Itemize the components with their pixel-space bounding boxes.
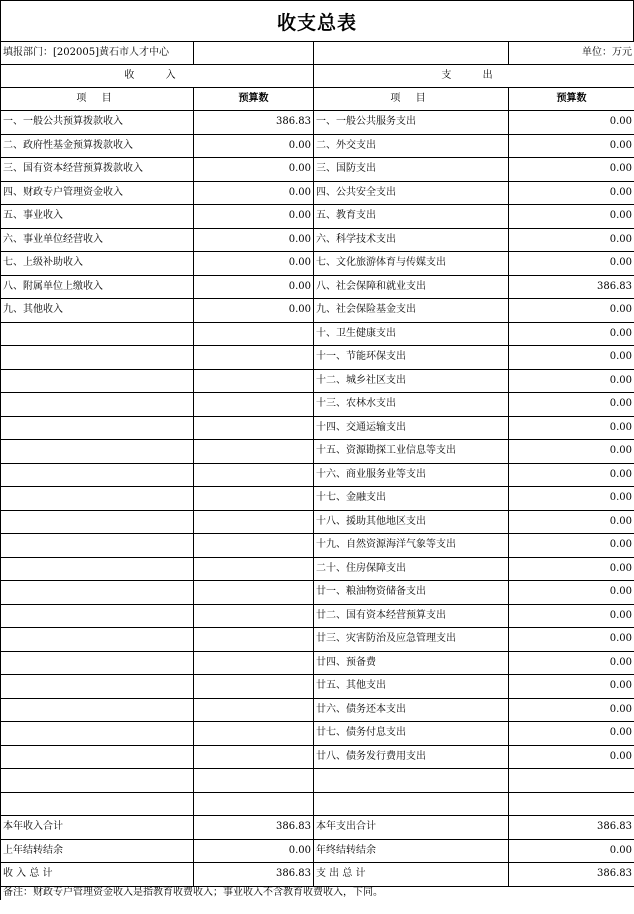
- expense-budget-header: 预算数: [509, 88, 634, 111]
- expense-value: 0.00: [509, 487, 634, 511]
- summary-table: [0, 41, 634, 900]
- income-value: [194, 440, 314, 464]
- income-value: [194, 487, 314, 511]
- expense-value: 0.00: [509, 369, 634, 393]
- income-header: 收 入: [1, 65, 314, 88]
- expense-value: 0.00: [509, 440, 634, 464]
- income-item: [1, 322, 194, 346]
- income-item: 收 入 总 计: [1, 863, 194, 887]
- income-value: 0.00: [194, 181, 314, 205]
- expense-item: 十六、商业服务业等支出: [314, 463, 509, 487]
- expense-value: 0.00: [509, 651, 634, 675]
- table-row: [1, 228, 634, 252]
- income-value: [194, 346, 314, 370]
- table-row: [1, 510, 634, 534]
- income-item: 七、上级补助收入: [1, 252, 194, 276]
- expense-value: 0.00: [509, 205, 634, 229]
- income-item: [1, 628, 194, 652]
- expense-value: 0.00: [509, 463, 634, 487]
- income-item: [1, 745, 194, 769]
- income-item: 六、事业单位经营收入: [1, 228, 194, 252]
- expense-item: 九、社会保险基金支出: [314, 299, 509, 323]
- income-value: [194, 369, 314, 393]
- expense-item: 本年支出合计: [314, 816, 509, 840]
- income-value: 0.00: [194, 134, 314, 158]
- expense-item: 廿七、债务付息支出: [314, 722, 509, 746]
- expense-item: 五、教育支出: [314, 205, 509, 229]
- table-row: [1, 252, 634, 276]
- table-row: [1, 581, 634, 605]
- expense-value: 386.83: [509, 816, 634, 840]
- table-row: [1, 628, 634, 652]
- expense-item: 廿二、国有资本经营预算支出: [314, 604, 509, 628]
- income-value: [194, 416, 314, 440]
- table-row: [1, 158, 634, 182]
- column-header-row: [1, 88, 634, 111]
- expense-item: 三、国防支出: [314, 158, 509, 182]
- income-value: 0.00: [194, 275, 314, 299]
- income-value: [194, 792, 314, 816]
- expense-item: [314, 769, 509, 793]
- unit-label: 单位：万元: [509, 42, 634, 65]
- expense-value: 0.00: [509, 745, 634, 769]
- expense-value: 0.00: [509, 604, 634, 628]
- table-row: [1, 134, 634, 158]
- income-value: 0.00: [194, 158, 314, 182]
- expense-value: 0.00: [509, 416, 634, 440]
- table-row: [1, 769, 634, 793]
- income-value: [194, 628, 314, 652]
- income-value: 0.00: [194, 205, 314, 229]
- meta-row: [1, 42, 634, 65]
- income-value: [194, 581, 314, 605]
- table-row: [1, 299, 634, 323]
- income-item: [1, 463, 194, 487]
- income-value: 386.83: [194, 816, 314, 840]
- income-value: [194, 534, 314, 558]
- income-item: 本年收入合计: [1, 816, 194, 840]
- income-value: [194, 510, 314, 534]
- income-item: [1, 534, 194, 558]
- income-value: 0.00: [194, 252, 314, 276]
- income-value: 0.00: [194, 228, 314, 252]
- table-row: [1, 675, 634, 699]
- table-row: [1, 463, 634, 487]
- income-item: [1, 675, 194, 699]
- income-item: 九、其他收入: [1, 299, 194, 323]
- expense-value: 0.00: [509, 534, 634, 558]
- table-row: [1, 181, 634, 205]
- expense-item: 二十、住房保障支出: [314, 557, 509, 581]
- expense-item: 十七、金融支出: [314, 487, 509, 511]
- table-row: [1, 557, 634, 581]
- section-header-row: [1, 65, 634, 88]
- expense-item: 十五、资源勘探工业信息等支出: [314, 440, 509, 464]
- expense-value: 0.00: [509, 628, 634, 652]
- income-item: [1, 440, 194, 464]
- income-item: [1, 369, 194, 393]
- expense-item: 十三、农林水支出: [314, 393, 509, 417]
- expense-item: 十一、节能环保支出: [314, 346, 509, 370]
- income-item: [1, 346, 194, 370]
- income-item: 三、国有资本经营预算拨款收入: [1, 158, 194, 182]
- income-item: [1, 698, 194, 722]
- expense-value: 0.00: [509, 581, 634, 605]
- expense-item: 十四、交通运输支出: [314, 416, 509, 440]
- expense-value: 0.00: [509, 557, 634, 581]
- table-row: [1, 369, 634, 393]
- table-row: [1, 534, 634, 558]
- income-item: [1, 487, 194, 511]
- expense-item: 六、科学技术支出: [314, 228, 509, 252]
- expense-value: 0.00: [509, 675, 634, 699]
- income-item: 五、事业收入: [1, 205, 194, 229]
- income-value: [194, 604, 314, 628]
- table-row: [1, 393, 634, 417]
- expense-item: 十八、援助其他地区支出: [314, 510, 509, 534]
- expense-value: 0.00: [509, 252, 634, 276]
- expense-value: 0.00: [509, 228, 634, 252]
- expense-value: 386.83: [509, 275, 634, 299]
- expense-item: 廿六、债务还本支出: [314, 698, 509, 722]
- dept-label: 填报部门：[202005]黄石市人才中心: [1, 42, 194, 65]
- expense-item: 廿八、债务发行费用支出: [314, 745, 509, 769]
- table-row: [1, 604, 634, 628]
- table-row: [1, 440, 634, 464]
- expense-value: 0.00: [509, 510, 634, 534]
- expense-value: 0.00: [509, 322, 634, 346]
- expense-value: [509, 792, 634, 816]
- expense-item: 十九、自然资源海洋气象等支出: [314, 534, 509, 558]
- expense-value: 0.00: [509, 111, 634, 135]
- expense-value: 0.00: [509, 839, 634, 863]
- income-item: 四、财政专户管理资金收入: [1, 181, 194, 205]
- income-item: [1, 722, 194, 746]
- income-item: [1, 510, 194, 534]
- income-value: [194, 698, 314, 722]
- total-row: [1, 863, 634, 887]
- expense-value: 0.00: [509, 299, 634, 323]
- expense-header: 支 出: [314, 65, 634, 88]
- expense-value: 0.00: [509, 346, 634, 370]
- income-value: [194, 463, 314, 487]
- expense-item: 八、社会保障和就业支出: [314, 275, 509, 299]
- table-row: [1, 651, 634, 675]
- income-item: [1, 416, 194, 440]
- table-row: [1, 745, 634, 769]
- expense-item: 四、公共安全支出: [314, 181, 509, 205]
- income-value: 0.00: [194, 839, 314, 863]
- income-item: [1, 651, 194, 675]
- income-item: [1, 393, 194, 417]
- income-value: [194, 769, 314, 793]
- expense-item: 廿四、预备费: [314, 651, 509, 675]
- income-item: 一、一般公共预算拨款收入: [1, 111, 194, 135]
- income-value: 386.83: [194, 111, 314, 135]
- expense-item: 十二、城乡社区支出: [314, 369, 509, 393]
- expense-item: 一、一般公共服务支出: [314, 111, 509, 135]
- total-row: [1, 839, 634, 863]
- income-item: [1, 769, 194, 793]
- table-row: [1, 416, 634, 440]
- table-row: [1, 698, 634, 722]
- income-value: 0.00: [194, 299, 314, 323]
- meta-blank-2: [314, 42, 509, 65]
- expense-value: 0.00: [509, 722, 634, 746]
- table-row: [1, 346, 634, 370]
- expense-item: 年终结转结余: [314, 839, 509, 863]
- income-item: [1, 604, 194, 628]
- table-row: [1, 722, 634, 746]
- note-row: [1, 886, 634, 900]
- income-item-header: 项 目: [1, 88, 194, 111]
- table-row: [1, 322, 634, 346]
- income-item: [1, 792, 194, 816]
- expense-value: 0.00: [509, 698, 634, 722]
- expense-item: 廿五、其他支出: [314, 675, 509, 699]
- income-item: 上年结转结余: [1, 839, 194, 863]
- expense-item: [314, 792, 509, 816]
- expense-item: 十、卫生健康支出: [314, 322, 509, 346]
- income-value: [194, 675, 314, 699]
- expense-value: 0.00: [509, 158, 634, 182]
- total-row: [1, 816, 634, 840]
- income-value: [194, 393, 314, 417]
- table-row: [1, 487, 634, 511]
- table-row: [1, 275, 634, 299]
- income-item: [1, 581, 194, 605]
- income-value: [194, 322, 314, 346]
- table-row: [1, 792, 634, 816]
- expense-item: 廿三、灾害防治及应急管理支出: [314, 628, 509, 652]
- footnote: 备注：财政专户管理资金收入是指教育收费收入；事业收入不含教育收费收入，下同。: [1, 886, 634, 900]
- table-row: [1, 205, 634, 229]
- income-value: [194, 745, 314, 769]
- income-budget-header: 预算数: [194, 88, 314, 111]
- income-value: 386.83: [194, 863, 314, 887]
- expense-item: 七、文化旅游体育与传媒支出: [314, 252, 509, 276]
- expense-value: 0.00: [509, 181, 634, 205]
- expense-item: 支 出 总 计: [314, 863, 509, 887]
- meta-blank-1: [194, 42, 314, 65]
- income-item: 二、政府性基金预算拨款收入: [1, 134, 194, 158]
- table-row: [1, 111, 634, 135]
- income-item: [1, 557, 194, 581]
- income-item: 八、附属单位上缴收入: [1, 275, 194, 299]
- expense-value: 0.00: [509, 393, 634, 417]
- expense-item: 廿一、粮油物资储备支出: [314, 581, 509, 605]
- income-value: [194, 557, 314, 581]
- expense-value: [509, 769, 634, 793]
- page-title: 收支总表: [0, 0, 634, 42]
- income-value: [194, 722, 314, 746]
- expense-item-header: 项 目: [314, 88, 509, 111]
- expense-value: 386.83: [509, 863, 634, 887]
- expense-value: 0.00: [509, 134, 634, 158]
- expense-item: 二、外交支出: [314, 134, 509, 158]
- income-value: [194, 651, 314, 675]
